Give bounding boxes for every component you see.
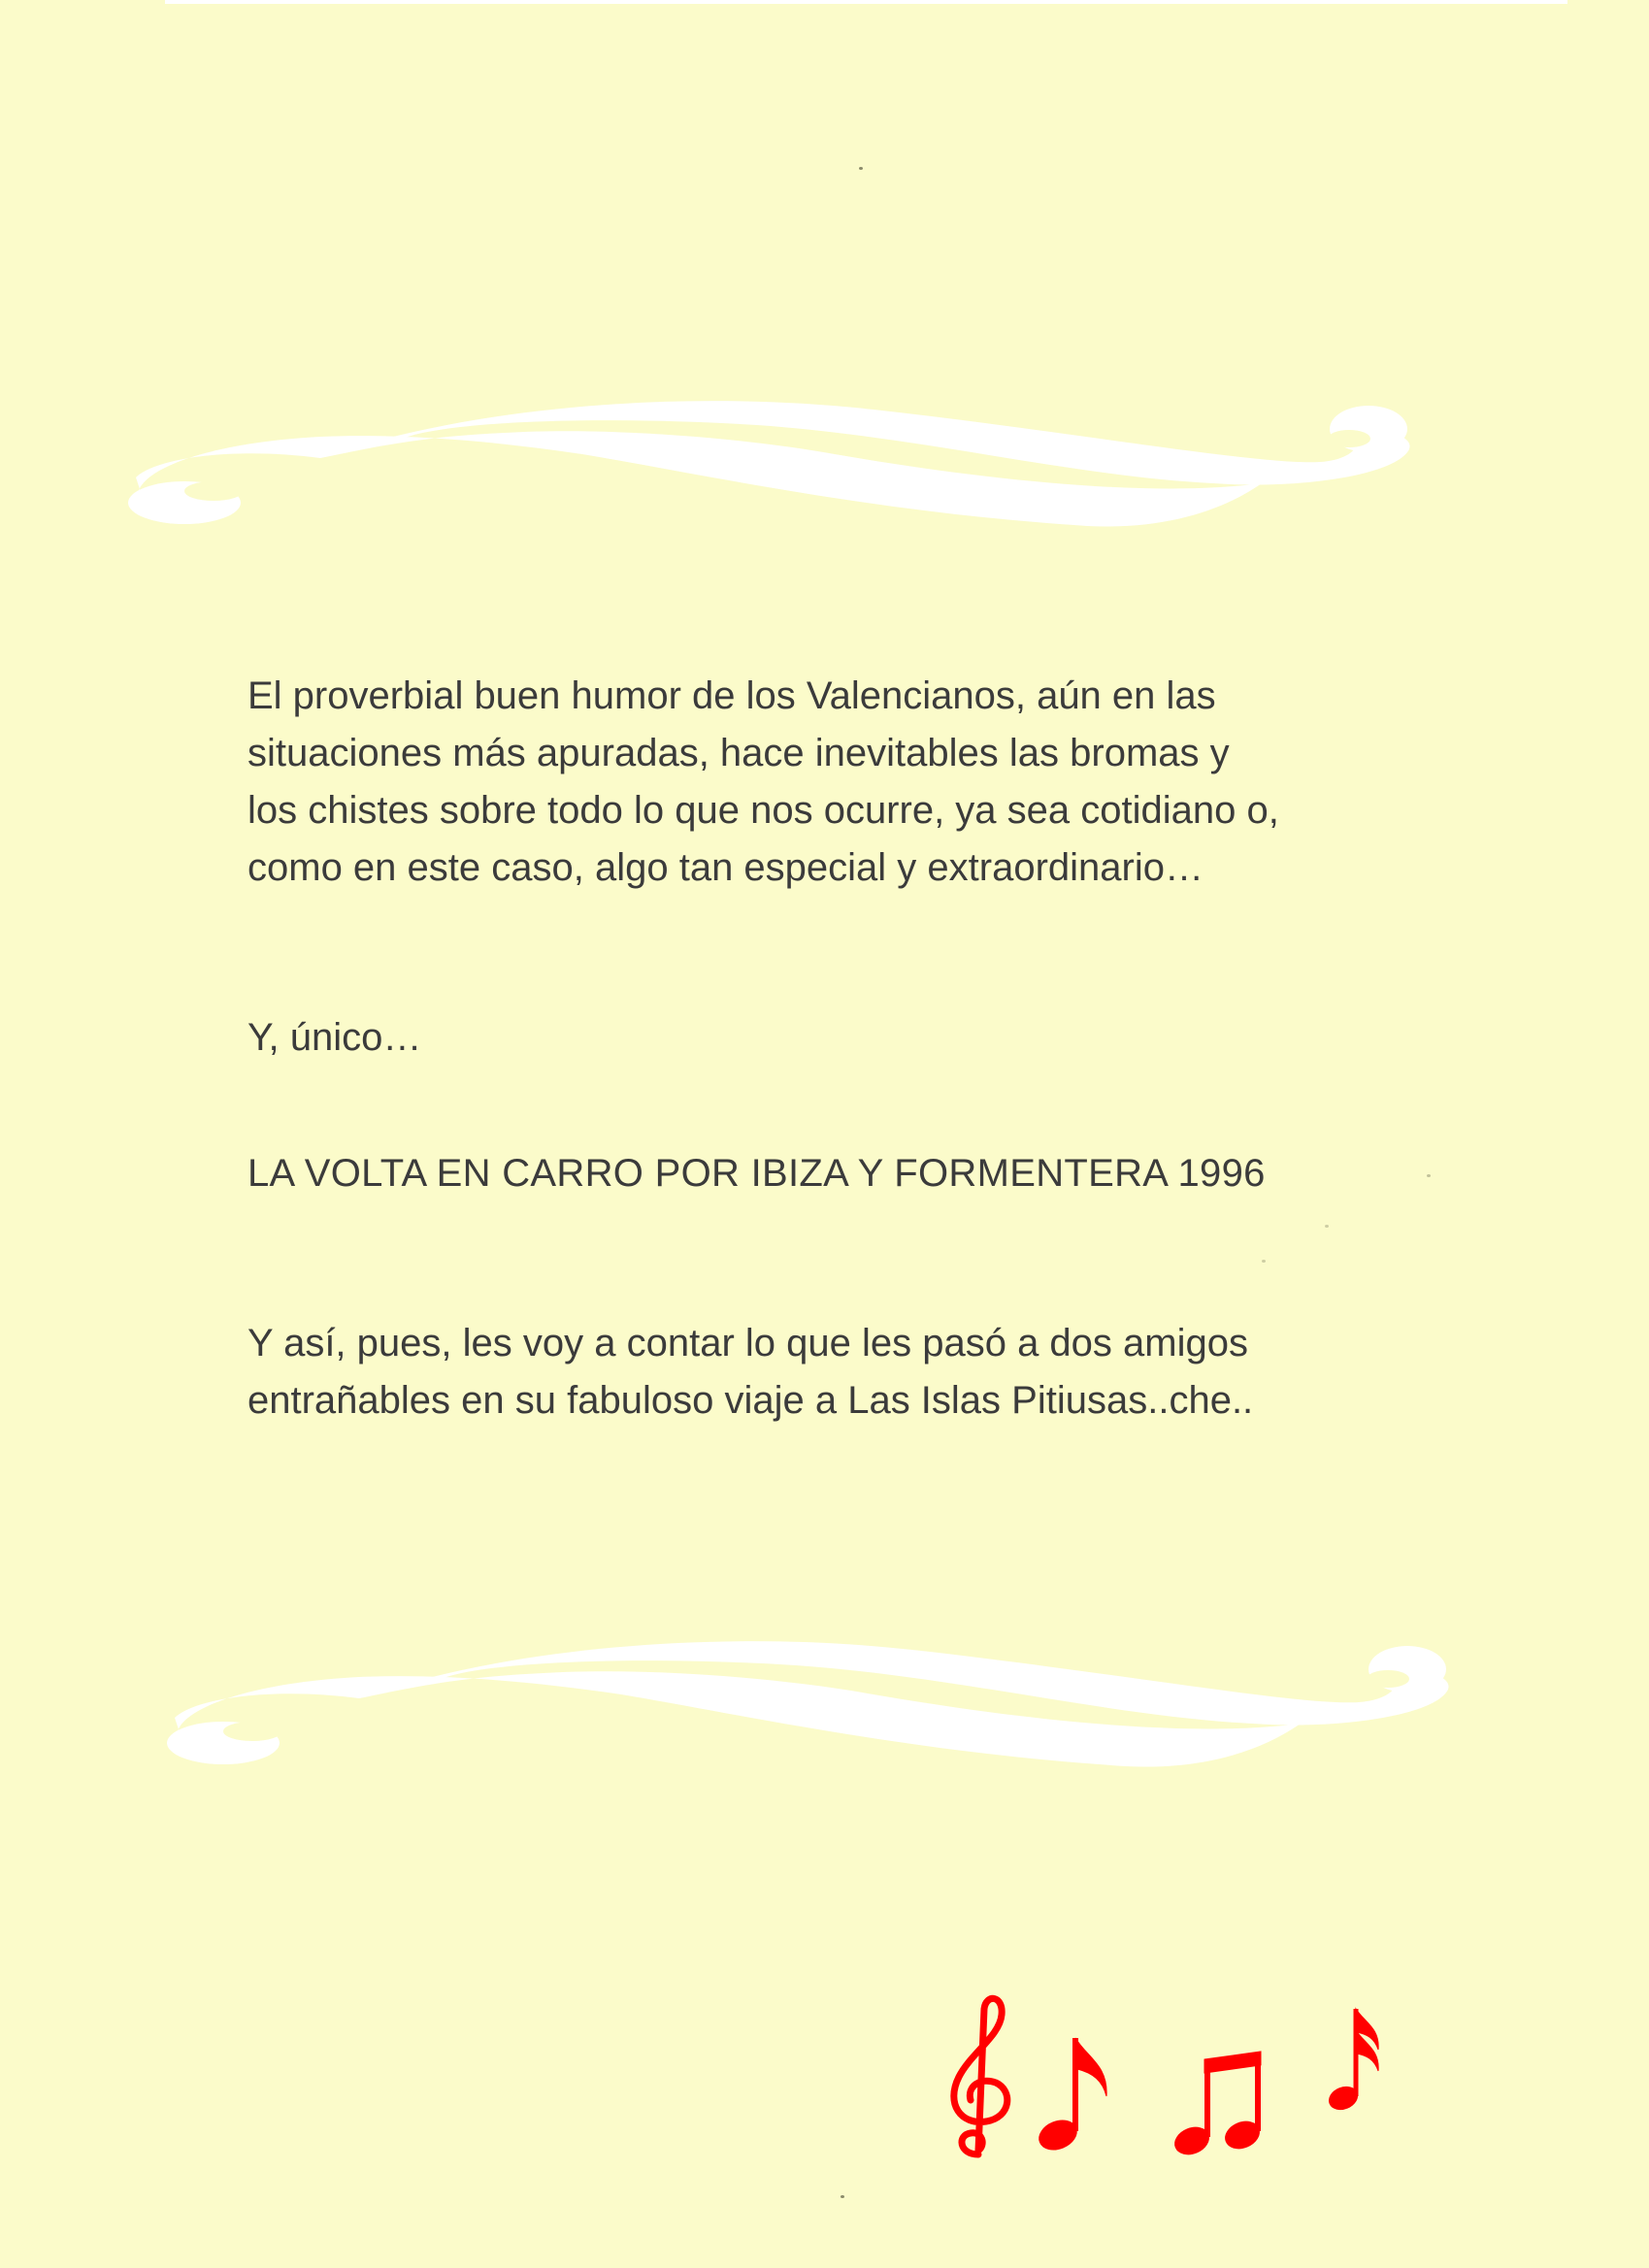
sixteenth-note-icon bbox=[1326, 2009, 1378, 2114]
eighth-note-icon bbox=[1035, 2038, 1106, 2154]
beamed-eighth-notes-icon bbox=[1171, 2052, 1263, 2159]
paper-speck bbox=[1262, 1260, 1266, 1263]
unico-line: Y, único… bbox=[247, 1016, 422, 1059]
intro-line: como en este caso, algo tan especial y extraordinario… bbox=[247, 846, 1204, 889]
intro-line: El proverbial buen humor de los Valencianos, aún en las bbox=[247, 674, 1216, 717]
paper-speck bbox=[841, 2195, 844, 2198]
closing-paragraph bbox=[247, 1315, 1470, 1430]
closing-line: Y así, pues, les voy a contar lo que les pasó a dos amigos bbox=[247, 1322, 1248, 1364]
bottom-flourish-ornament bbox=[0, 1601, 1649, 1795]
trip-title: LA VOLTA EN CARRO POR IBIZA Y FORMENTERA 1996 bbox=[247, 1152, 1266, 1195]
paper-speck bbox=[859, 167, 863, 170]
paper-speck bbox=[1325, 1225, 1329, 1228]
treble-clef-icon bbox=[954, 1998, 1007, 2154]
intro-line: los chistes sobre todo lo que nos ocurre, ya sea cotidiano o, bbox=[247, 789, 1279, 832]
top-flourish-ornament bbox=[0, 369, 1649, 563]
paper-speck bbox=[1427, 1174, 1431, 1177]
intro-paragraph bbox=[247, 668, 1470, 897]
music-notes-decoration bbox=[932, 1989, 1417, 2174]
closing-line: entrañables en su fabuloso viaje a Las Islas Pitiusas..che.. bbox=[247, 1379, 1254, 1422]
top-edge-strip bbox=[165, 0, 1567, 4]
intro-line: situaciones más apuradas, hace inevitables las bromas y bbox=[247, 732, 1230, 774]
